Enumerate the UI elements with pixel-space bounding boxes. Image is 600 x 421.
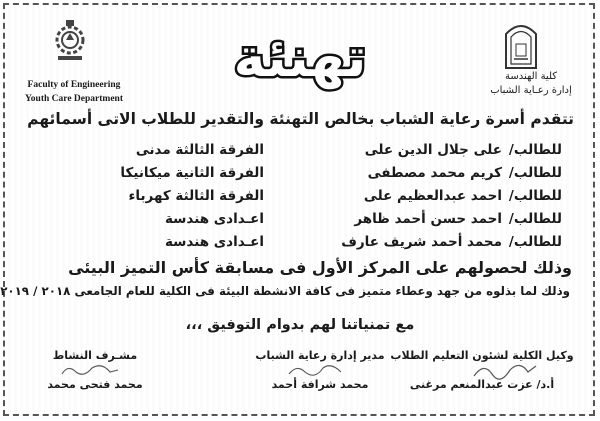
signature-name: محمد شرافة أحمد: [271, 378, 369, 391]
award-text: وذلك لحصولهم على المركز الأول فى مسابقة كأس التميز البيئى: [68, 258, 572, 277]
student-name: احمد عبدالعظيم على: [363, 188, 502, 204]
student-prefix: للطالب/: [508, 234, 562, 250]
signature-title: مدير إدارة رعاية الشباب: [255, 349, 385, 362]
gear-emblem-icon: [52, 18, 88, 64]
faculty-name-line: Faculty of Engineering: [27, 80, 121, 90]
effort-text: وذلك لما بذلوه من جهد وعطاء متميز فى كافة الانشطة البيئة فى الكلية للعام الجامعى ٢٠١٨ / ٢٠١٩: [0, 284, 570, 298]
signature-name: محمد فتحى محمد: [47, 378, 143, 391]
handwritten-signature-supervisor: [58, 358, 122, 382]
student-prefix: للطالب/: [508, 165, 562, 181]
wishes-text: مع تمنياتنا لهم بدوام التوفيق ،،،: [185, 317, 415, 333]
intro-text: تتقدم أسرة رعاية الشباب بخالص التهنئة والتقدير للطلاب الاتى أسمائهم: [27, 110, 574, 128]
student-name: على جلال الدين على: [364, 142, 502, 158]
student-year: اعـدادى هندسة: [164, 211, 264, 227]
student-year: الفرقة الثانية ميكانيكا: [120, 165, 264, 181]
department-name-line: Youth Care Department: [25, 94, 123, 104]
student-name: محمد أحمد شريف عارف: [341, 234, 502, 250]
faculty-name-arabic: [476, 70, 586, 98]
handwritten-signature-vice-dean: [470, 356, 540, 384]
handwritten-signature-director: [285, 360, 345, 382]
student-row: [0, 211, 600, 233]
student-row: [0, 234, 600, 256]
university-emblem-icon: [502, 18, 540, 70]
student-year: الفرقة الثالثة كهرباء: [128, 188, 264, 204]
department-name-ar-line: إدارة رعـاية الشباب: [490, 85, 572, 96]
student-row: [0, 188, 600, 210]
student-name: كريم محمد مصطفى: [367, 165, 502, 181]
congratulations-title: [185, 20, 415, 92]
signature-title: مشـرف النشاط: [52, 349, 138, 362]
student-year: اعـدادى هندسة: [164, 234, 264, 250]
student-row: [0, 165, 600, 187]
student-name: احمد حسن أحمد ظاهر: [354, 211, 502, 227]
signature-title: وكيل الكلية لشئون التعليم الطلاب: [390, 349, 574, 362]
student-year: الفرقة الثالثة مدنى: [135, 142, 264, 158]
student-row: [0, 142, 600, 164]
faculty-name-ar-line: كلية الهندسة: [504, 71, 558, 82]
student-prefix: للطالب/: [508, 188, 562, 204]
certificate-header: [0, 8, 600, 108]
student-prefix: للطالب/: [508, 211, 562, 227]
title-text: تهنئة: [233, 26, 367, 89]
faculty-name-english: [14, 78, 134, 106]
signature-name: أ.د/ عزت عبدالمنعم مرغنى: [409, 378, 555, 391]
student-prefix: للطالب/: [508, 142, 562, 158]
